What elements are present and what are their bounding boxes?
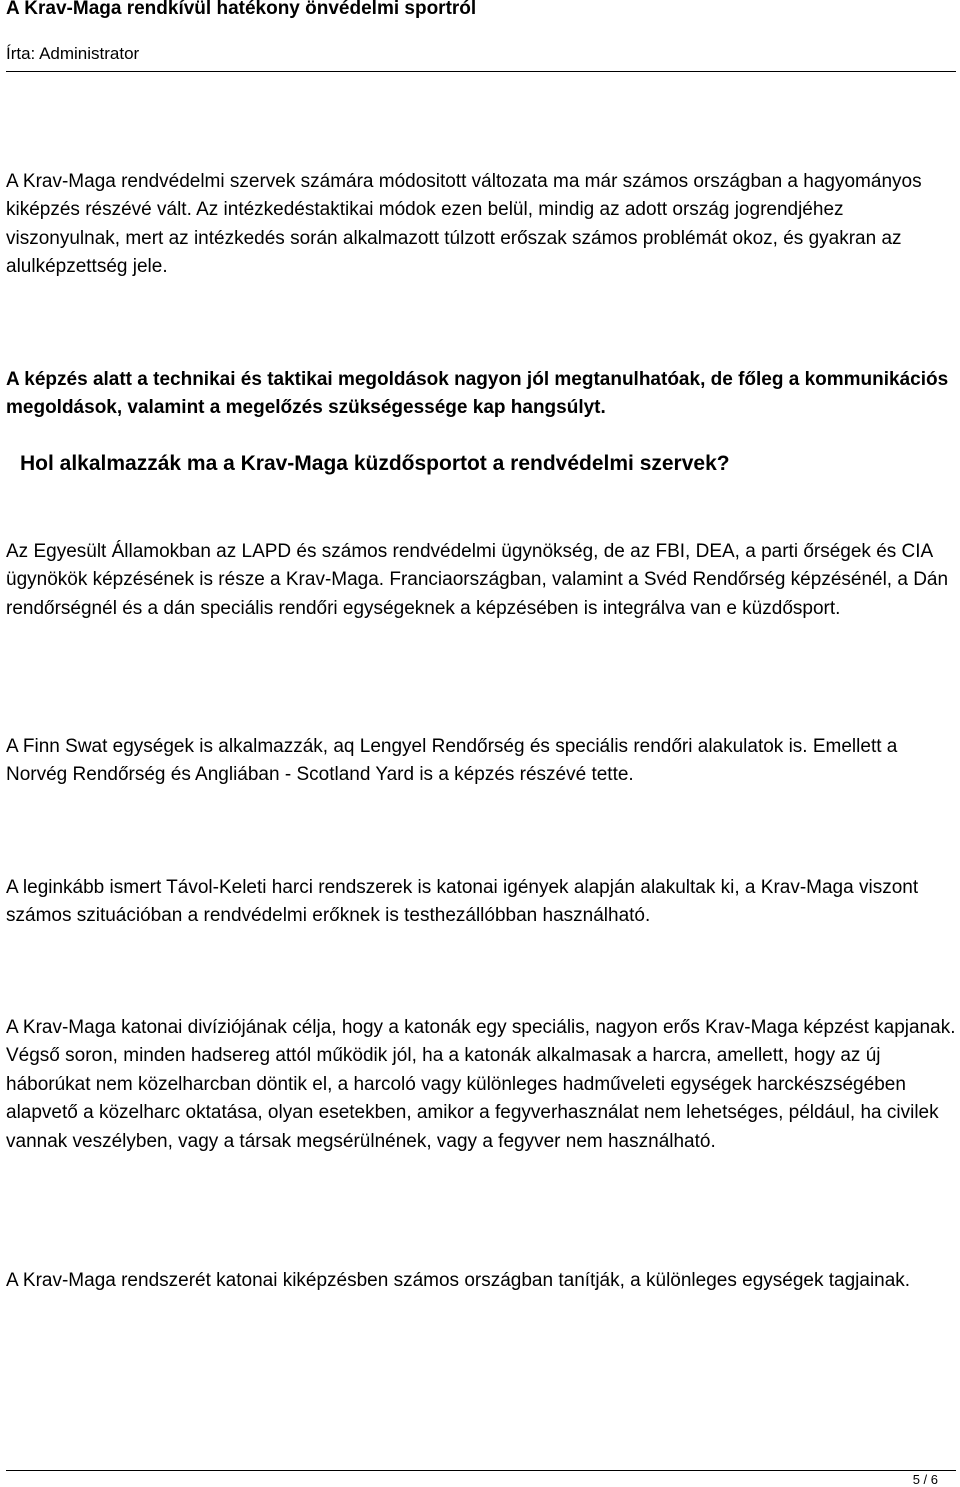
paragraph-intro: A Krav-Maga rendvédelmi szervek számára módositott változata ma már számos országban a hagyományos kiképzés részévé vált. Az intézkedéstaktikai módok ezen belül, mindig az adott ország jogrendjéhez viszonyulnak, mert az intézkedés során alkalmazott túlzott erőszak számos problémát okoz, és gyakran az alulképzettség jele. [6,171,922,278]
paragraph-training-bold: A képzés alatt a technikai és taktikai megoldások nagyon jól megtanulhatóak, de főleg a kommunikációs megoldások, valamint a megelőzés szükségessége kap hangsúlyt. [6,369,949,419]
paragraph-military-training: A Krav-Maga rendszerét katonai kiképzésben számos országban tanítják, a különleges egységek tagjainak. [6,1270,911,1291]
paragraph-usa-france: Az Egyesült Államokban az LAPD és számos rendvédelmi ügynökség, de az FBI, DEA, a parti őrségek és CIA ügynökök képzésének is része a Krav-Maga. Franciaországban, valamint a Svéd Rendőrség képzésénél, a Dán rendőrségnél és a dán speciális rendőri egységeknek a képzésében is integrálva van e küzdősport. [6,541,949,619]
page-number: 5 / 6 [912,1472,938,1487]
paragraph-military-division: A Krav-Maga katonai divíziójának célja, hogy a katonák egy speciális, nagyon erős Krav-Maga képzést kapjanak. Végső soron, minden hadsereg attól működik jól, ha a katonák alkalmasak a harcra, amellett, hogy az új háborúkat nem közelharcban döntik el, a harcoló vagy különleges hadműveleti egységek harckészségében alapvető a közelharc oktatása, olyan esetekben, amikor a fegyverhasználat nem lehetséges, például, ha civilek vannak veszélyben, vagy a társak megsérülnének, vagy a fegyver nem használható. [6,1017,956,1152]
section-heading: Hol alkalmazzák ma a Krav-Maga küzdősportot a rendvédelmi szervek? [20,452,730,475]
header-divider [6,71,956,72]
footer-divider [6,1470,956,1471]
document-title: A Krav-Maga rendkívül hatékony önvédelmi sportról [6,0,477,19]
document-author: Írta: Administrator [6,44,140,63]
paragraph-far-east: A leginkább ismert Távol-Keleti harci rendszerek is katonai igények alapján alakultak ki, a Krav-Maga viszont számos szituációban a rendvédelmi erőknek is testhezállóbban használható. [6,877,919,927]
paragraph-finland-poland: A Finn Swat egységek is alkalmazzák, aq Lengyel Rendőrség és speciális rendőri alakulatok is. Emellett a Norvég Rendőrség és Angliában - Scotland Yard is a képzés részévé tette. [6,736,898,786]
